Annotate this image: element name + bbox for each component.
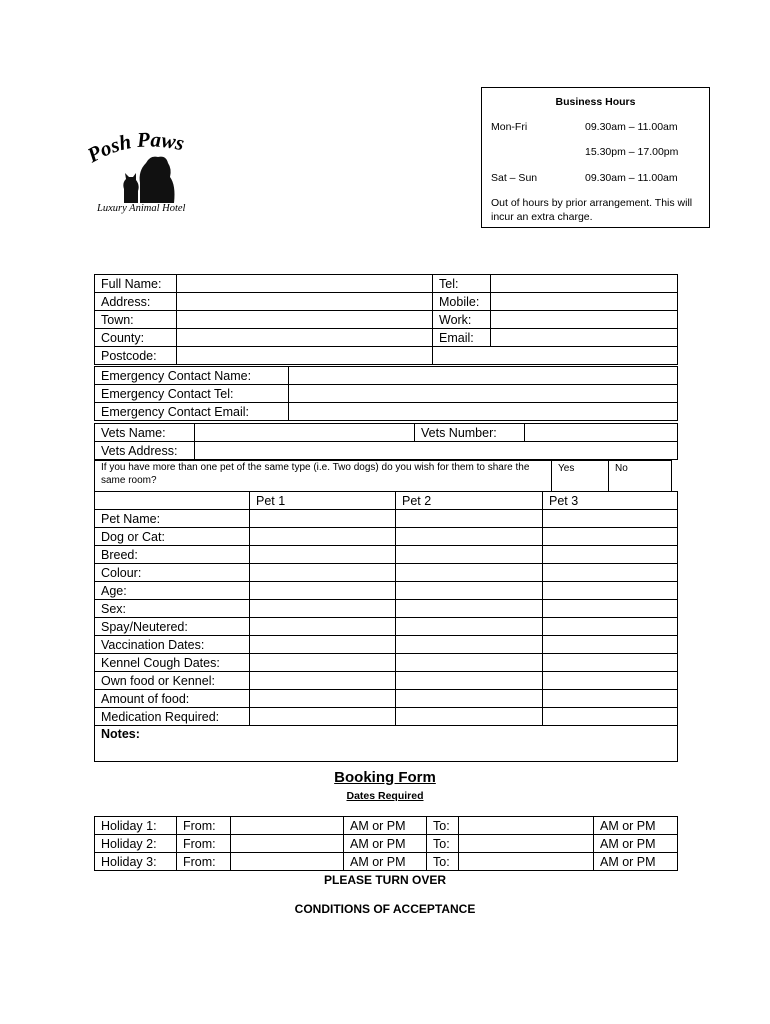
pet-2-field[interactable] — [396, 600, 543, 618]
work-label: Work: — [433, 311, 491, 329]
pet-3-field[interactable] — [543, 510, 678, 528]
notes-field[interactable] — [95, 726, 678, 762]
pet-row-label: Amount of food: — [95, 690, 250, 708]
to-label: To: — [427, 853, 459, 871]
holiday-label: Holiday 3: — [95, 853, 177, 871]
pet-row-label: Breed: — [95, 546, 250, 564]
pet-1-field[interactable] — [250, 708, 396, 726]
to-date-field[interactable] — [459, 817, 594, 835]
vets-name-label: Vets Name: — [95, 424, 195, 442]
notes-label: Notes: — [101, 727, 140, 741]
logo-name: osh Paws — [96, 127, 187, 162]
from-date-field[interactable] — [231, 853, 344, 871]
share-room-question: If you have more than one pet of the same type (i.e. Two dogs) do you wish for them to share the same room? — [95, 461, 552, 492]
booking-form-title: Booking Form — [334, 769, 436, 786]
mobile-label: Mobile: — [433, 293, 491, 311]
pet-3-field[interactable] — [543, 546, 678, 564]
hours-note: Out of hours by prior arrangement. This will incur an extra charge. — [491, 197, 693, 223]
blank-cell — [433, 347, 678, 365]
full-name-label: Full Name: — [95, 275, 177, 293]
hours-time: 15.30pm – 17.00pm — [585, 146, 679, 158]
from-ampm[interactable]: AM or PM — [344, 853, 427, 871]
to-ampm[interactable]: AM or PM — [594, 853, 678, 871]
emergency-name-field[interactable] — [289, 367, 678, 385]
to-date-field[interactable] — [459, 835, 594, 853]
pet-row-label: Colour: — [95, 564, 250, 582]
to-date-field[interactable] — [459, 853, 594, 871]
emergency-email-label: Emergency Contact Email: — [95, 403, 289, 421]
emergency-tel-field[interactable] — [289, 385, 678, 403]
from-date-field[interactable] — [231, 817, 344, 835]
dog-silhouette-icon — [140, 157, 175, 203]
pet-row-label: Dog or Cat: — [95, 528, 250, 546]
pet-2-field[interactable] — [396, 690, 543, 708]
full-name-field[interactable] — [177, 275, 433, 293]
vets-table — [94, 423, 678, 460]
pet-row-label: Kennel Cough Dates: — [95, 654, 250, 672]
pet-2-field[interactable] — [396, 654, 543, 672]
logo-graphic — [88, 125, 228, 205]
pet-1-field[interactable] — [250, 654, 396, 672]
hours-time: 09.30am – 11.00am — [585, 121, 678, 133]
email-label: Email: — [433, 329, 491, 347]
pet-3-field[interactable] — [543, 600, 678, 618]
emergency-email-field[interactable] — [289, 403, 678, 421]
from-label: From: — [177, 853, 231, 871]
vets-number-label: Vets Number: — [415, 424, 525, 442]
address-label: Address: — [95, 293, 177, 311]
pet-1-field[interactable] — [250, 690, 396, 708]
pet-row-label: Sex: — [95, 600, 250, 618]
to-ampm[interactable]: AM or PM — [594, 835, 678, 853]
holiday-dates-table — [94, 816, 678, 871]
pet-1-field[interactable] — [250, 672, 396, 690]
pet-1-header: Pet 1 — [250, 492, 396, 510]
pet-1-field[interactable] — [250, 564, 396, 582]
pet-2-field[interactable] — [396, 510, 543, 528]
to-ampm[interactable]: AM or PM — [594, 817, 678, 835]
pet-row-label: Age: — [95, 582, 250, 600]
pet-1-field[interactable] — [250, 528, 396, 546]
pet-2-field[interactable] — [396, 528, 543, 546]
to-label: To: — [427, 817, 459, 835]
pet-2-field[interactable] — [396, 564, 543, 582]
pet-3-field[interactable] — [543, 654, 678, 672]
pet-row-label: Own food or Kennel: — [95, 672, 250, 690]
from-label: From: — [177, 817, 231, 835]
pet-3-field[interactable] — [543, 528, 678, 546]
pet-3-header: Pet 3 — [543, 492, 678, 510]
pet-row-label: Spay/Neutered: — [95, 618, 250, 636]
mobile-field[interactable] — [491, 293, 678, 311]
pet-1-field[interactable] — [250, 636, 396, 654]
hours-time: 09.30am – 11.00am — [585, 172, 678, 184]
pet-3-field[interactable] — [543, 582, 678, 600]
postcode-label: Postcode: — [95, 347, 177, 365]
dates-required-subtitle: Dates Required — [346, 790, 424, 802]
pet-1-field[interactable] — [250, 600, 396, 618]
from-date-field[interactable] — [231, 835, 344, 853]
pet-row-label: Vaccination Dates: — [95, 636, 250, 654]
town-label: Town: — [95, 311, 177, 329]
business-hours-title: Business Hours — [555, 96, 636, 108]
county-label: County: — [95, 329, 177, 347]
holiday-label: Holiday 1: — [95, 817, 177, 835]
hours-day: Sat – Sun — [491, 172, 538, 184]
share-room-yes[interactable]: Yes — [552, 461, 609, 492]
pet-2-field[interactable] — [396, 708, 543, 726]
work-field[interactable] — [491, 311, 678, 329]
pet-2-field[interactable] — [396, 672, 543, 690]
share-room-no[interactable]: No — [609, 461, 672, 492]
address-field[interactable] — [177, 293, 433, 311]
vets-address-label: Vets Address: — [95, 442, 195, 460]
emergency-tel-label: Emergency Contact Tel: — [95, 385, 289, 403]
pet-1-field[interactable] — [250, 546, 396, 564]
cat-silhouette-icon — [123, 173, 138, 203]
owner-details-table — [94, 274, 678, 365]
share-room-table — [94, 460, 672, 492]
holiday-label: Holiday 2: — [95, 835, 177, 853]
from-label: From: — [177, 835, 231, 853]
pet-3-field[interactable] — [543, 708, 678, 726]
pet-2-header: Pet 2 — [396, 492, 543, 510]
please-turn-over: PLEASE TURN OVER — [323, 873, 446, 887]
vets-number-field[interactable] — [525, 424, 678, 442]
emergency-contact-table — [94, 366, 678, 421]
pet-2-field[interactable] — [396, 636, 543, 654]
vets-name-field[interactable] — [195, 424, 415, 442]
pet-2-field[interactable] — [396, 582, 543, 600]
svg-text:Posh Paws — [88, 127, 187, 167]
pet-2-field[interactable] — [396, 546, 543, 564]
from-ampm[interactable]: AM or PM — [344, 817, 427, 835]
from-ampm[interactable]: AM or PM — [344, 835, 427, 853]
pet-3-field[interactable] — [543, 618, 678, 636]
business-hours-box — [481, 87, 710, 228]
pet-1-field[interactable] — [250, 510, 396, 528]
pets-header-blank — [95, 492, 250, 510]
pet-3-field[interactable] — [543, 636, 678, 654]
county-field[interactable] — [177, 329, 433, 347]
conditions-heading: CONDITIONS OF ACCEPTANCE — [294, 902, 476, 916]
posh-paws-logo — [88, 125, 228, 225]
pet-2-field[interactable] — [396, 618, 543, 636]
pet-3-field[interactable] — [543, 564, 678, 582]
emergency-name-label: Emergency Contact Name: — [95, 367, 289, 385]
email-field[interactable] — [491, 329, 678, 347]
town-field[interactable] — [177, 311, 433, 329]
pet-row-label: Medication Required: — [95, 708, 250, 726]
pet-1-field[interactable] — [250, 618, 396, 636]
pet-3-field[interactable] — [543, 690, 678, 708]
pets-table — [94, 491, 678, 762]
logo-tagline: Luxury Animal Hotel — [97, 203, 186, 214]
pet-3-field[interactable] — [543, 672, 678, 690]
postcode-field[interactable] — [177, 347, 433, 365]
hours-day: Mon-Fri — [491, 121, 528, 133]
vets-address-field[interactable] — [195, 442, 678, 460]
tel-label: Tel: — [433, 275, 491, 293]
to-label: To: — [427, 835, 459, 853]
pet-row-label: Pet Name: — [95, 510, 250, 528]
tel-field[interactable] — [491, 275, 678, 293]
pet-1-field[interactable] — [250, 582, 396, 600]
